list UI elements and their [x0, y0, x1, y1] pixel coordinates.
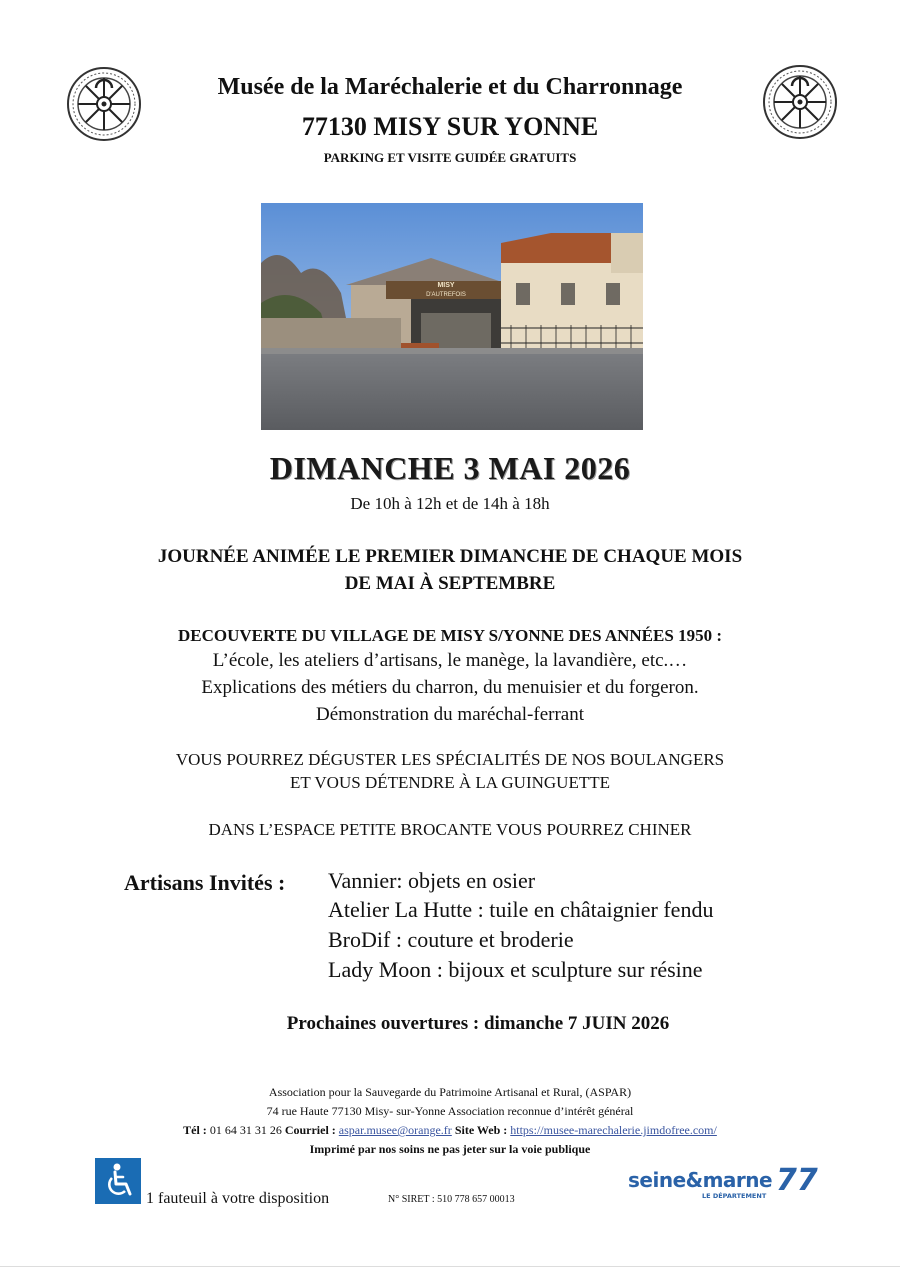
animee-line-1: JOURNÉE ANIMÉE LE PREMIER DIMANCHE DE CHAQUE MOIS: [157, 546, 743, 567]
decouverte-line-1: L’école, les ateliers d’artisans, le manège, la lavandière, etc.…: [212, 650, 688, 671]
artisans-label: Artisans Invités :: [124, 870, 286, 895]
wheelchair-notice: 1 fauteuil à votre disposition: [146, 1190, 330, 1207]
museum-photo: [261, 203, 643, 430]
tel-label: Tél :: [183, 1123, 210, 1137]
association-address: 74 rue Haute 77130 Misy- sur-Yonne Association reconnue d’intérêt général: [266, 1104, 634, 1118]
website-link[interactable]: https://musee-marechalerie.jimdofree.com/: [510, 1123, 717, 1137]
artisan-item: Atelier La Hutte : tuile en châtaignier fendu: [328, 897, 714, 922]
museum-title: Musée de la Maréchalerie et du Charronnage: [217, 74, 683, 100]
tel-number: 01 64 31 31 26: [209, 1123, 282, 1137]
boulangers-line-1: VOUS POURREZ DÉGUSTER LES SPÉCIALITÉS DE NOS BOULANGERS: [175, 750, 725, 769]
decouverte-line-2: Explications des métiers du charron, du menuisier et du forgeron.: [201, 677, 699, 698]
artisan-item: BroDif : couture et broderie: [328, 927, 574, 952]
association-name: Association pour la Sauvegarde du Patrimoine Artisanal et Rural, (ASPAR): [268, 1085, 632, 1099]
animee-line-2: DE MAI À SEPTEMBRE: [344, 573, 556, 594]
wheelchair-icon: [95, 1158, 141, 1204]
email-label: Courriel :: [284, 1123, 339, 1137]
next-openings: Prochaines ouvertures : dimanche 7 JUIN 2026: [286, 1013, 670, 1034]
contact-line: [0, 1123, 900, 1138]
web-label: Site Web :: [454, 1123, 511, 1137]
photo-sign-top: MISY: [437, 282, 455, 289]
email-link[interactable]: aspar.musee@orange.fr: [338, 1123, 452, 1137]
brocante-text: DANS L’ESPACE PETITE BROCANTE VOUS POURREZ CHINER: [208, 820, 692, 839]
seine-marne-logo-number: 77: [776, 1163, 818, 1198]
parking-info: PARKING ET VISITE GUIDÉE GRATUITS: [323, 150, 577, 165]
seine-marne-logo-sub: LE DÉPARTEMENT: [702, 1192, 767, 1200]
decouverte-heading: DECOUVERTE DU VILLAGE DE MISY S/YONNE DES ANNÉES 1950 :: [178, 626, 722, 645]
siret-number: N° SIRET : 510 778 657 00013: [388, 1194, 515, 1205]
seine-marne-logo-text: seine&marne: [628, 1168, 773, 1192]
museum-city: 77130 MISY SUR YONNE: [301, 112, 599, 141]
boulangers-line-2: ET VOUS DÉTENDRE À LA GUINGUETTE: [290, 773, 610, 792]
event-hours: De 10h à 12h et de 14h à 18h: [350, 494, 550, 513]
decouverte-line-3: Démonstration du maréchal-ferrant: [316, 704, 584, 725]
bottom-divider: [0, 1266, 900, 1267]
print-notice: Imprimé par nos soins ne pas jeter sur la voie publique: [309, 1142, 591, 1156]
artisan-item: Vannier: objets en osier: [328, 868, 536, 893]
artisan-item: Lady Moon : bijoux et sculpture sur résine: [328, 957, 703, 982]
event-date: DIMANCHE 3 MAI 2026: [269, 450, 631, 486]
photo-sign-bottom: D'AUTREFOIS: [426, 292, 466, 298]
